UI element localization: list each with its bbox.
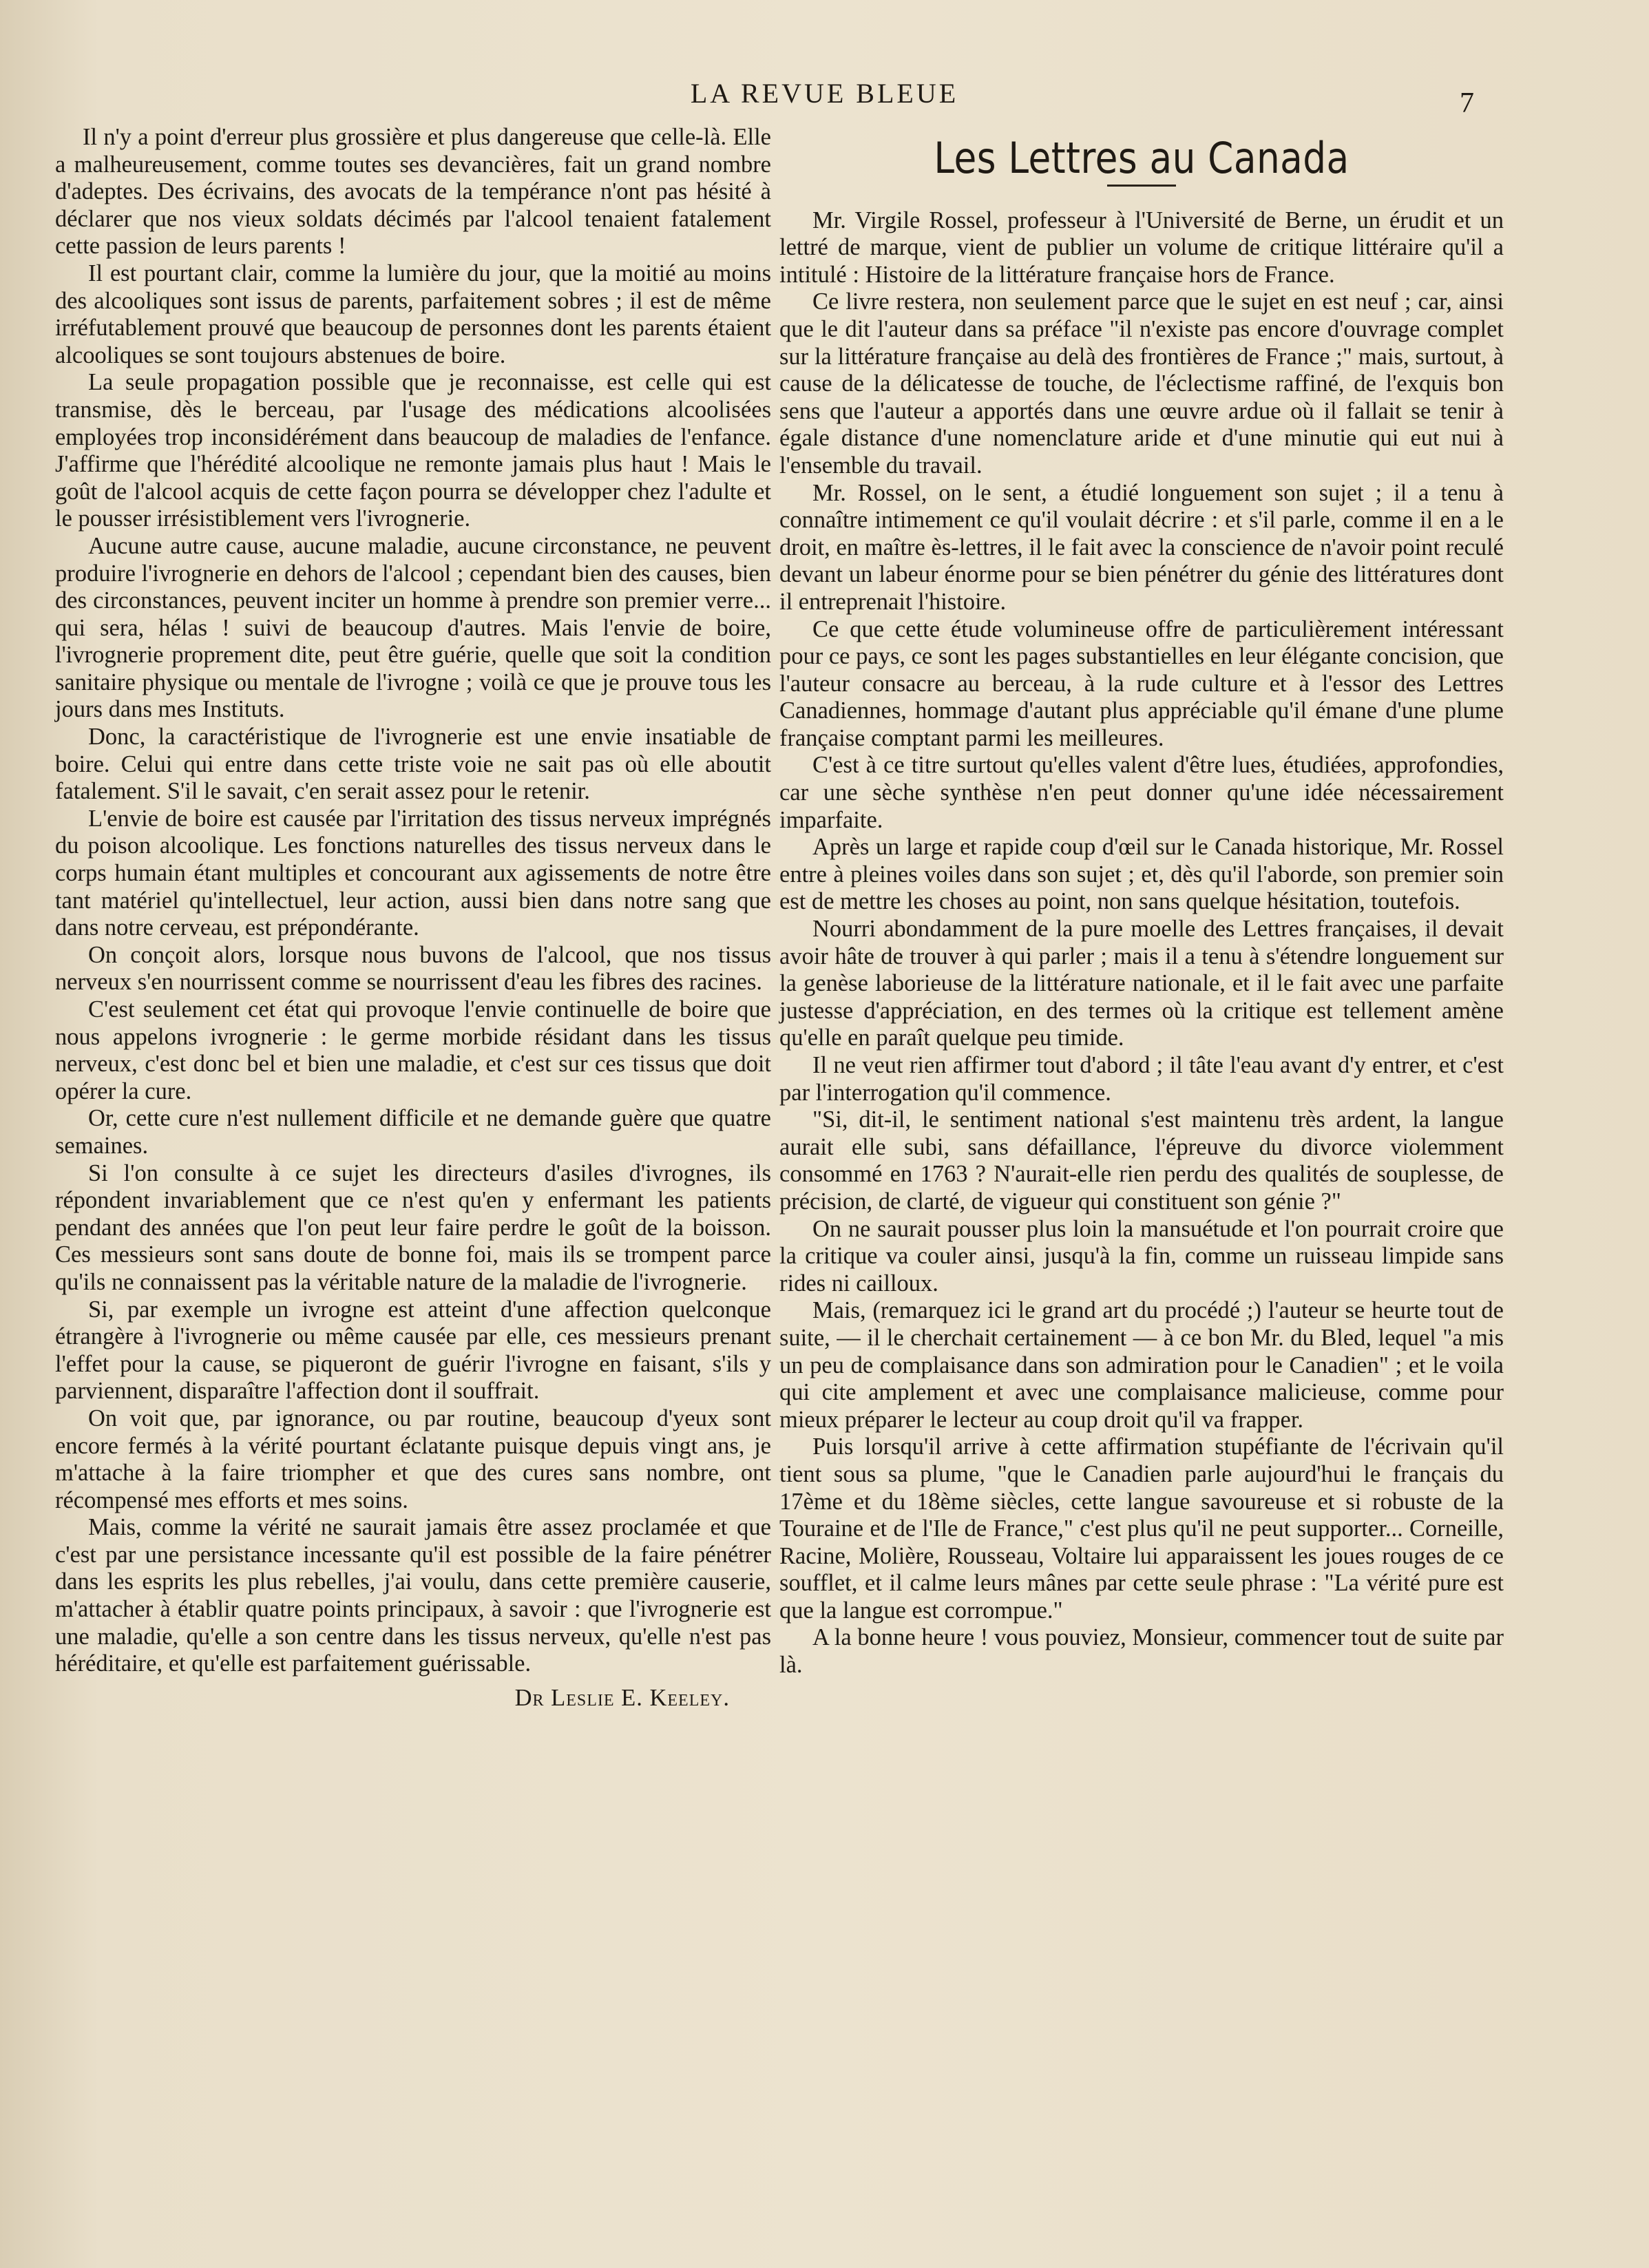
left-paragraph-7: On conçoit alors, lorsque nous buvons de l'alcool, que nos tissus nerveux s'en nourrissent comme se nourrissent d'eau les fibres des racines. [55,941,771,996]
left-paragraph-12: On voit que, par ignorance, ou par routine, beaucoup d'yeux sont encore fermés à la vérité pourtant éclatante puisque depuis vingt ans, je m'attache à la faire triompher et que des cures sans nombre, ont récompensé mes efforts et mes soins. [55,1405,771,1513]
right-paragraph-13: A la bonne heure ! vous pouviez, Monsieur, commencer tout de suite par là. [779,1624,1504,1679]
left-paragraph-10: Si l'on consulte à ce sujet les directeurs d'asiles d'ivrognes, ils répondent invariablement que ce n'est qu'en y enfermant les patients pendant des années que l'on peut leur faire perdre le goût de la boisson. Ces messieurs sont sans doute de bonne foi, mais ils se trompent parce qu'ils ne connaissent pas la véritable nature de la maladie de l'ivrognerie. [55,1159,771,1295]
left-paragraph-11: Si, par exemple un ivrogne est atteint d'une affection quelconque étrangère à l'ivrognerie ou même causée par elle, ces messieurs prenant l'effet pour la cause, se piqueront de guérir l'ivrogne en faisant, s'ils y parviennent, disparaître l'affection dont il souffrait. [55,1296,771,1405]
running-head: LA REVUE BLEUE [690,78,959,109]
right-paragraph-2: Ce livre restera, non seulement parce que le sujet en est neuf ; car, ainsi que le dit l'auteur dans sa préface "il n'existe pas encore d'ouvrage complet sur la littérature française au delà des frontières de France ;" mais, surtout, à cause de la délicatesse de touche, de l'éclectisme raffiné, de l'exquis bon sens que l'auteur a apportés dans une œuvre ardue où il fallait se tenir à égale distance d'une nomenclature aride et d'une minutie qui eut nui à l'ensemble du travail. [779,288,1504,479]
right-paragraph-5: C'est à ce titre surtout qu'elles valent d'être lues, étudiées, approfondies, car une sèche synthèse n'en peut donner qu'une idée nécessairement imparfaite. [779,752,1504,833]
right-paragraph-9: "Si, dit-il, le sentiment national s'est maintenu très ardent, la langue aurait elle subi, sans défaillance, l'épreuve du divorce violemment consommé en 1763 ? N'aurait-elle rien perdu des qualités de souplesse, de précision, de clarté, de vigueur qui constituent son génie ?" [779,1106,1504,1215]
left-paragraph-5: Donc, la caractéristique de l'ivrognerie est une envie insatiable de boire. Celui qui entre dans cette triste voie ne sait pas où elle aboutit fatalement. S'il le savait, c'en serait assez pour le retenir. [55,724,771,805]
article-title: Les Lettres au Canada [934,133,1349,183]
right-paragraph-8: Il ne veut rien affirmer tout d'abord ; il tâte l'eau avant d'y entrer, et c'est par l'interrogation qu'il commence. [779,1052,1504,1106]
right-paragraph-3: Mr. Rossel, on le sent, a étudié longuement son sujet ; il a tenu à connaître intimement ce qu'il voulait décrire : et s'il parle, comme il en a le droit, en maître ès-lettres, il le fait avec la conscience de n'avoir point reculé devant un labeur énorme pour se bien pénétrer du génie des littératures dont il entreprenait l'histoire. [779,479,1504,615]
left-paragraph-6: L'envie de boire est causée par l'irritation des tissus nerveux imprégnés du poison alcoolique. Les fonctions naturelles des tissus nerveux dans le corps humain étant multiples et concourant aux agissements de notre être tant matériel qu'intellectuel, leur action, aussi bien dans notre sang que dans notre cerveau, est prépondérante. [55,805,771,941]
left-paragraph-1: Il n'y a point d'erreur plus grossière et plus dangereuse que celle-là. Elle a malheureusement, comme toutes ses devancières, fait un grand nombre d'adeptes. Des écrivains, des avocats de la tempérance n'ont pas hésité à déclarer que nos vieux soldats décimés par l'alcool tenaient fatalement cette passion de leurs parents ! [55,124,771,260]
left-column [55,124,771,1712]
left-paragraph-4: Aucune autre cause, aucune maladie, aucune circonstance, ne peuvent produire l'ivrognerie en dehors de l'alcool ; cependant bien des causes, bien des circonstances, peuvent inciter un homme à prendre son premier verre... qui sera, hélas ! suivi de beaucoup d'autres. Mais l'envie de boire, l'ivrognerie proprement dite, peut être guérie, quelle que soit la condition sanitaire physique ou mentale de l'ivrogne ; voilà ce que je prouve tous les jours dans mes Instituts. [55,532,771,723]
left-paragraph-13: Mais, comme la vérité ne saurait jamais être assez proclamée et que c'est par une persistance incessante qu'il est possible de la faire pénétrer dans les esprits les plus rebelles, j'ai voulu, dans cette première causerie, m'attacher à établir quatre points principaux, à savoir : que l'ivrognerie est une maladie, qu'elle a son centre dans les tissus nerveux, qu'elle n'est pas héréditaire, et qu'elle est parfaitement guérissable. [55,1514,771,1677]
page-number: 7 [1460,87,1474,119]
right-paragraph-11: Mais, (remarquez ici le grand art du procédé ;) l'auteur se heurte tout de suite, — il le cherchait certainement — à ce bon Mr. du Bled, lequel "a mis un peu de complaisance dans son admiration pour le Canadien" ; et le voila qui cite amplement et avec une complaisance malicieuse, comme pour mieux préparer le lecteur au coup droit qu'il va frapper. [779,1297,1504,1433]
author-signature: Dr Leslie E. Keeley. [514,1684,730,1711]
right-column [779,133,1504,1679]
left-paragraph-3: La seule propagation possible que je reconnaisse, est celle qui est transmise, dès le berceau, par l'usage des médications alcoolisées employées trop inconsidérément dans beaucoup de maladies de l'enfance. J'affirme que l'hérédité alcoolique ne remonte jamais plus haut ! Mais le goût de l'alcool acquis de cette façon pourra se développer chez l'adulte et le pousser irrésistiblement vers l'ivrognerie. [55,369,771,532]
right-paragraph-7: Nourri abondamment de la pure moelle des Lettres françaises, il devait avoir hâte de trouver à qui parler ; mais il a tenu à s'étendre longuement sur la genèse laborieuse de la littérature nationale, et il le fait avec une parfaite justesse d'appréciation, en des termes où la critique est tellement amène qu'elle en paraît quelque peu timide. [779,916,1504,1051]
left-paragraph-9: Or, cette cure n'est nullement difficile et ne demande guère que quatre semaines. [55,1105,771,1159]
right-paragraph-10: On ne saurait pousser plus loin la mansuétude et l'on pourrait croire que la critique va couler ainsi, jusqu'à la fin, comme un ruisseau limpide sans rides ni cailloux. [779,1215,1504,1296]
right-paragraph-6: Après un large et rapide coup d'œil sur le Canada historique, Mr. Rossel entre à pleines voiles dans son sujet ; et, dès qu'il l'aborde, son premier soin est de mettre les choses au point, non sans quelque hésitation, toutefois. [779,834,1504,915]
right-paragraph-1: Mr. Virgile Rossel, professeur à l'Université de Berne, un érudit et un lettré de marque, vient de publier un volume de critique littéraire qu'il a intitulé : Histoire de la littérature française hors de France. [779,207,1504,288]
right-paragraph-4: Ce que cette étude volumineuse offre de particulièrement intéressant pour ce pays, ce sont les pages substantielles en leur élégante concision, que l'auteur consacre au berceau, à la rude culture et à l'essor des Lettres Canadiennes, hommage d'autant plus appréciable qu'il émane d'une plume française comptant parmi les meilleures. [779,616,1504,751]
left-paragraph-2: Il est pourtant clair, comme la lumière du jour, que la moitié au moins des alcooliques sont issus de parents, parfaitement sobres ; il est de même irréfutablement prouvé que beaucoup de personnes dont les parents étaient alcooliques se sont toujours abstenues de boire. [55,260,771,368]
left-paragraph-8: C'est seulement cet état qui provoque l'envie continuelle de boire que nous appelons ivrognerie : le germe morbide résidant dans les tissus nerveux, c'est donc bel et bien une maladie, et c'est sur ces tissus que doit opérer la cure. [55,996,771,1104]
title-rule [1107,185,1176,187]
right-paragraph-12: Puis lorsqu'il arrive à cette affirmation stupéfiante de l'écrivain qu'il tient sous sa plume, "que le Canadien parle aujourd'hui le français du 17ème et du 18ème siècles, cette langue savoureuse et si robuste de la Touraine et de l'Ile de France," c'est plus qu'il ne peut supporter... Corneille, Racine, Molière, Rousseau, Voltaire lui apparaissent les joues rouges de ce soufflet, et il calme leurs mânes par cette seule phrase : "La vérité pure est que la langue est corrompue." [779,1434,1504,1624]
